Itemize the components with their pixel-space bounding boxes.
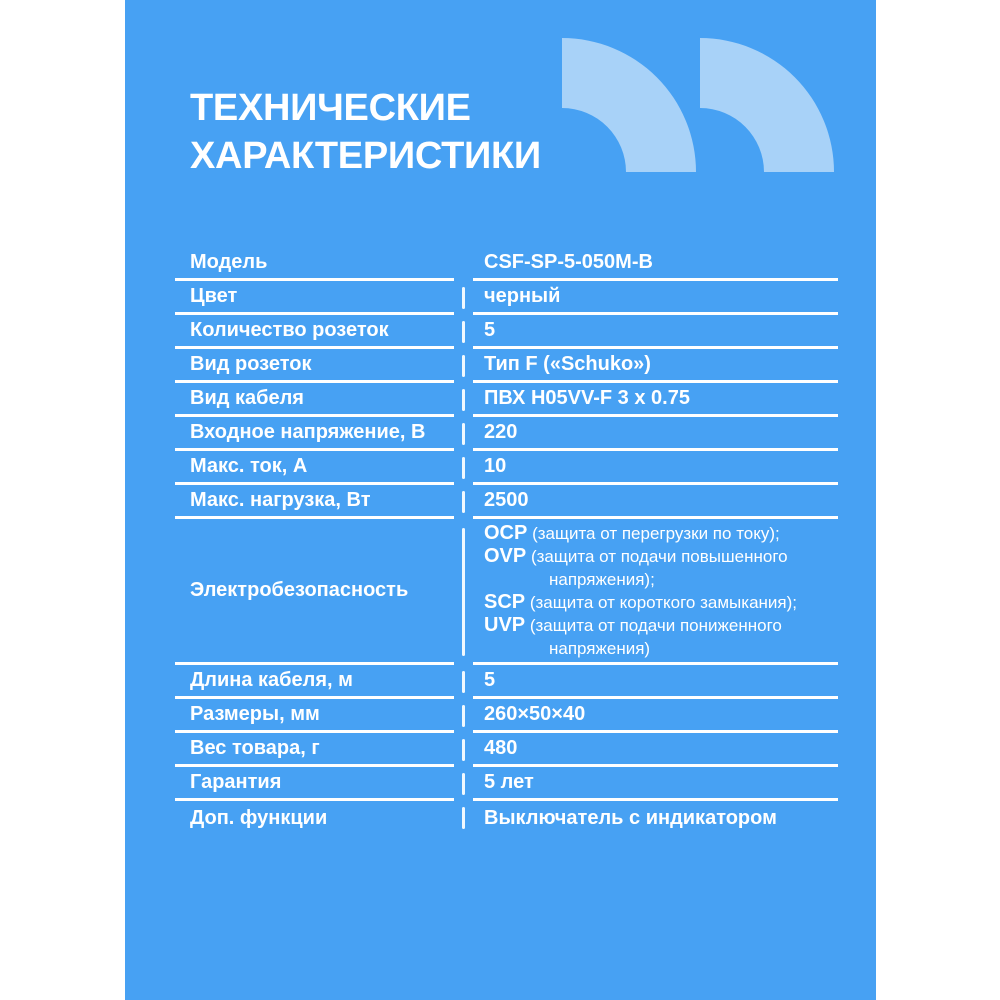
row-separator-bar bbox=[462, 807, 465, 829]
safety-item bbox=[484, 614, 838, 660]
row-separator-bar bbox=[462, 528, 465, 656]
spec-row bbox=[175, 665, 838, 699]
spec-row bbox=[175, 281, 838, 315]
spec-row-value: 5 bbox=[473, 665, 838, 699]
spec-row-label: Вид розеток bbox=[175, 349, 454, 383]
spec-row bbox=[175, 519, 838, 665]
safety-desc: (защита от подачи пониженного напряжения) bbox=[525, 615, 782, 658]
column-gap bbox=[454, 281, 473, 315]
row-separator-bar bbox=[462, 389, 465, 411]
row-separator-bar bbox=[462, 355, 465, 377]
safety-code: OVP bbox=[484, 544, 527, 567]
row-separator-bar bbox=[462, 423, 465, 445]
spec-row bbox=[175, 699, 838, 733]
spec-row-value: 260×50×40 bbox=[473, 699, 838, 733]
safety-code: OCP bbox=[484, 521, 528, 544]
spec-card bbox=[125, 0, 876, 1000]
row-separator-bar bbox=[462, 321, 465, 343]
title-line-1: ТЕХНИЧЕСКИЕ bbox=[190, 87, 471, 129]
quote-mark-left-icon bbox=[562, 38, 696, 172]
double-quote-icon bbox=[562, 38, 834, 173]
spec-row bbox=[175, 733, 838, 767]
spec-row-label: Макс. нагрузка, Вт bbox=[175, 485, 454, 519]
spec-row bbox=[175, 801, 838, 835]
spec-row-value: черный bbox=[473, 281, 838, 315]
spec-row-value: CSF-SP-5-050M-B bbox=[473, 247, 838, 281]
row-separator-bar bbox=[462, 491, 465, 513]
spec-row-value: 2500 bbox=[473, 485, 838, 519]
spec-row-label: Длина кабеля, м bbox=[175, 665, 454, 699]
spec-row bbox=[175, 767, 838, 801]
spec-row-value: 220 bbox=[473, 417, 838, 451]
spec-row bbox=[175, 451, 838, 485]
row-separator-bar bbox=[462, 457, 465, 479]
safety-code: UVP bbox=[484, 613, 526, 636]
column-gap bbox=[454, 733, 473, 767]
column-gap bbox=[454, 665, 473, 699]
row-separator-bar bbox=[462, 705, 465, 727]
spec-row-label: Входное напряжение, В bbox=[175, 417, 454, 451]
spec-row bbox=[175, 383, 838, 417]
safety-code: SCP bbox=[484, 590, 526, 613]
column-gap bbox=[454, 767, 473, 801]
spec-row bbox=[175, 485, 838, 519]
spec-table bbox=[175, 247, 838, 835]
column-gap bbox=[454, 383, 473, 417]
safety-desc: (защита от перегрузки по току); bbox=[527, 523, 780, 543]
spec-row bbox=[175, 349, 838, 383]
spec-row-value: 480 bbox=[473, 733, 838, 767]
column-gap bbox=[454, 801, 473, 835]
spec-row-label: Доп. функции bbox=[190, 806, 328, 829]
column-gap bbox=[454, 699, 473, 733]
safety-item bbox=[484, 545, 838, 591]
row-separator-bar bbox=[462, 671, 465, 693]
page-title bbox=[190, 84, 541, 180]
spec-row-value: 5 лет bbox=[473, 767, 838, 801]
column-gap bbox=[454, 519, 473, 665]
safety-item bbox=[484, 591, 797, 614]
column-gap bbox=[454, 247, 473, 281]
column-gap bbox=[454, 485, 473, 519]
spec-row-value: 10 bbox=[473, 451, 838, 485]
column-gap bbox=[454, 315, 473, 349]
title-line-2: ХАРАКТЕРИСТИКИ bbox=[190, 135, 541, 177]
spec-row-label: Размеры, мм bbox=[175, 699, 454, 733]
spec-row-label: Гарантия bbox=[175, 767, 454, 801]
spec-row-value: ПВХ H05VV-F 3 x 0.75 bbox=[473, 383, 838, 417]
spec-row-label: Вид кабеля bbox=[175, 383, 454, 417]
spec-row-value: Тип F («Schuko») bbox=[473, 349, 838, 383]
safety-desc: (защита от короткого замыкания); bbox=[525, 592, 797, 612]
spec-row-label: Количество розеток bbox=[175, 315, 454, 349]
column-gap bbox=[454, 451, 473, 485]
spec-row-value: Выключатель с индикатором bbox=[484, 806, 777, 829]
spec-row bbox=[175, 417, 838, 451]
row-separator-bar bbox=[462, 739, 465, 761]
row-separator-bar bbox=[462, 287, 465, 309]
spec-row-value bbox=[473, 519, 838, 665]
row-separator-bar bbox=[462, 773, 465, 795]
spec-row-label: Цвет bbox=[175, 281, 454, 315]
spec-row-label: Вес товара, г bbox=[175, 733, 454, 767]
safety-desc: (защита от подачи повышенного напряжения); bbox=[526, 546, 788, 589]
spec-row bbox=[175, 315, 838, 349]
spec-row-label: Модель bbox=[175, 247, 454, 281]
spec-row-label: Макс. ток, А bbox=[175, 451, 454, 485]
column-gap bbox=[454, 349, 473, 383]
spec-row bbox=[175, 247, 838, 281]
column-gap bbox=[454, 417, 473, 451]
spec-row-label: Электробезопасность bbox=[175, 519, 454, 665]
quote-mark-right-icon bbox=[700, 38, 834, 172]
spec-row-value: 5 bbox=[473, 315, 838, 349]
safety-item bbox=[484, 522, 780, 545]
